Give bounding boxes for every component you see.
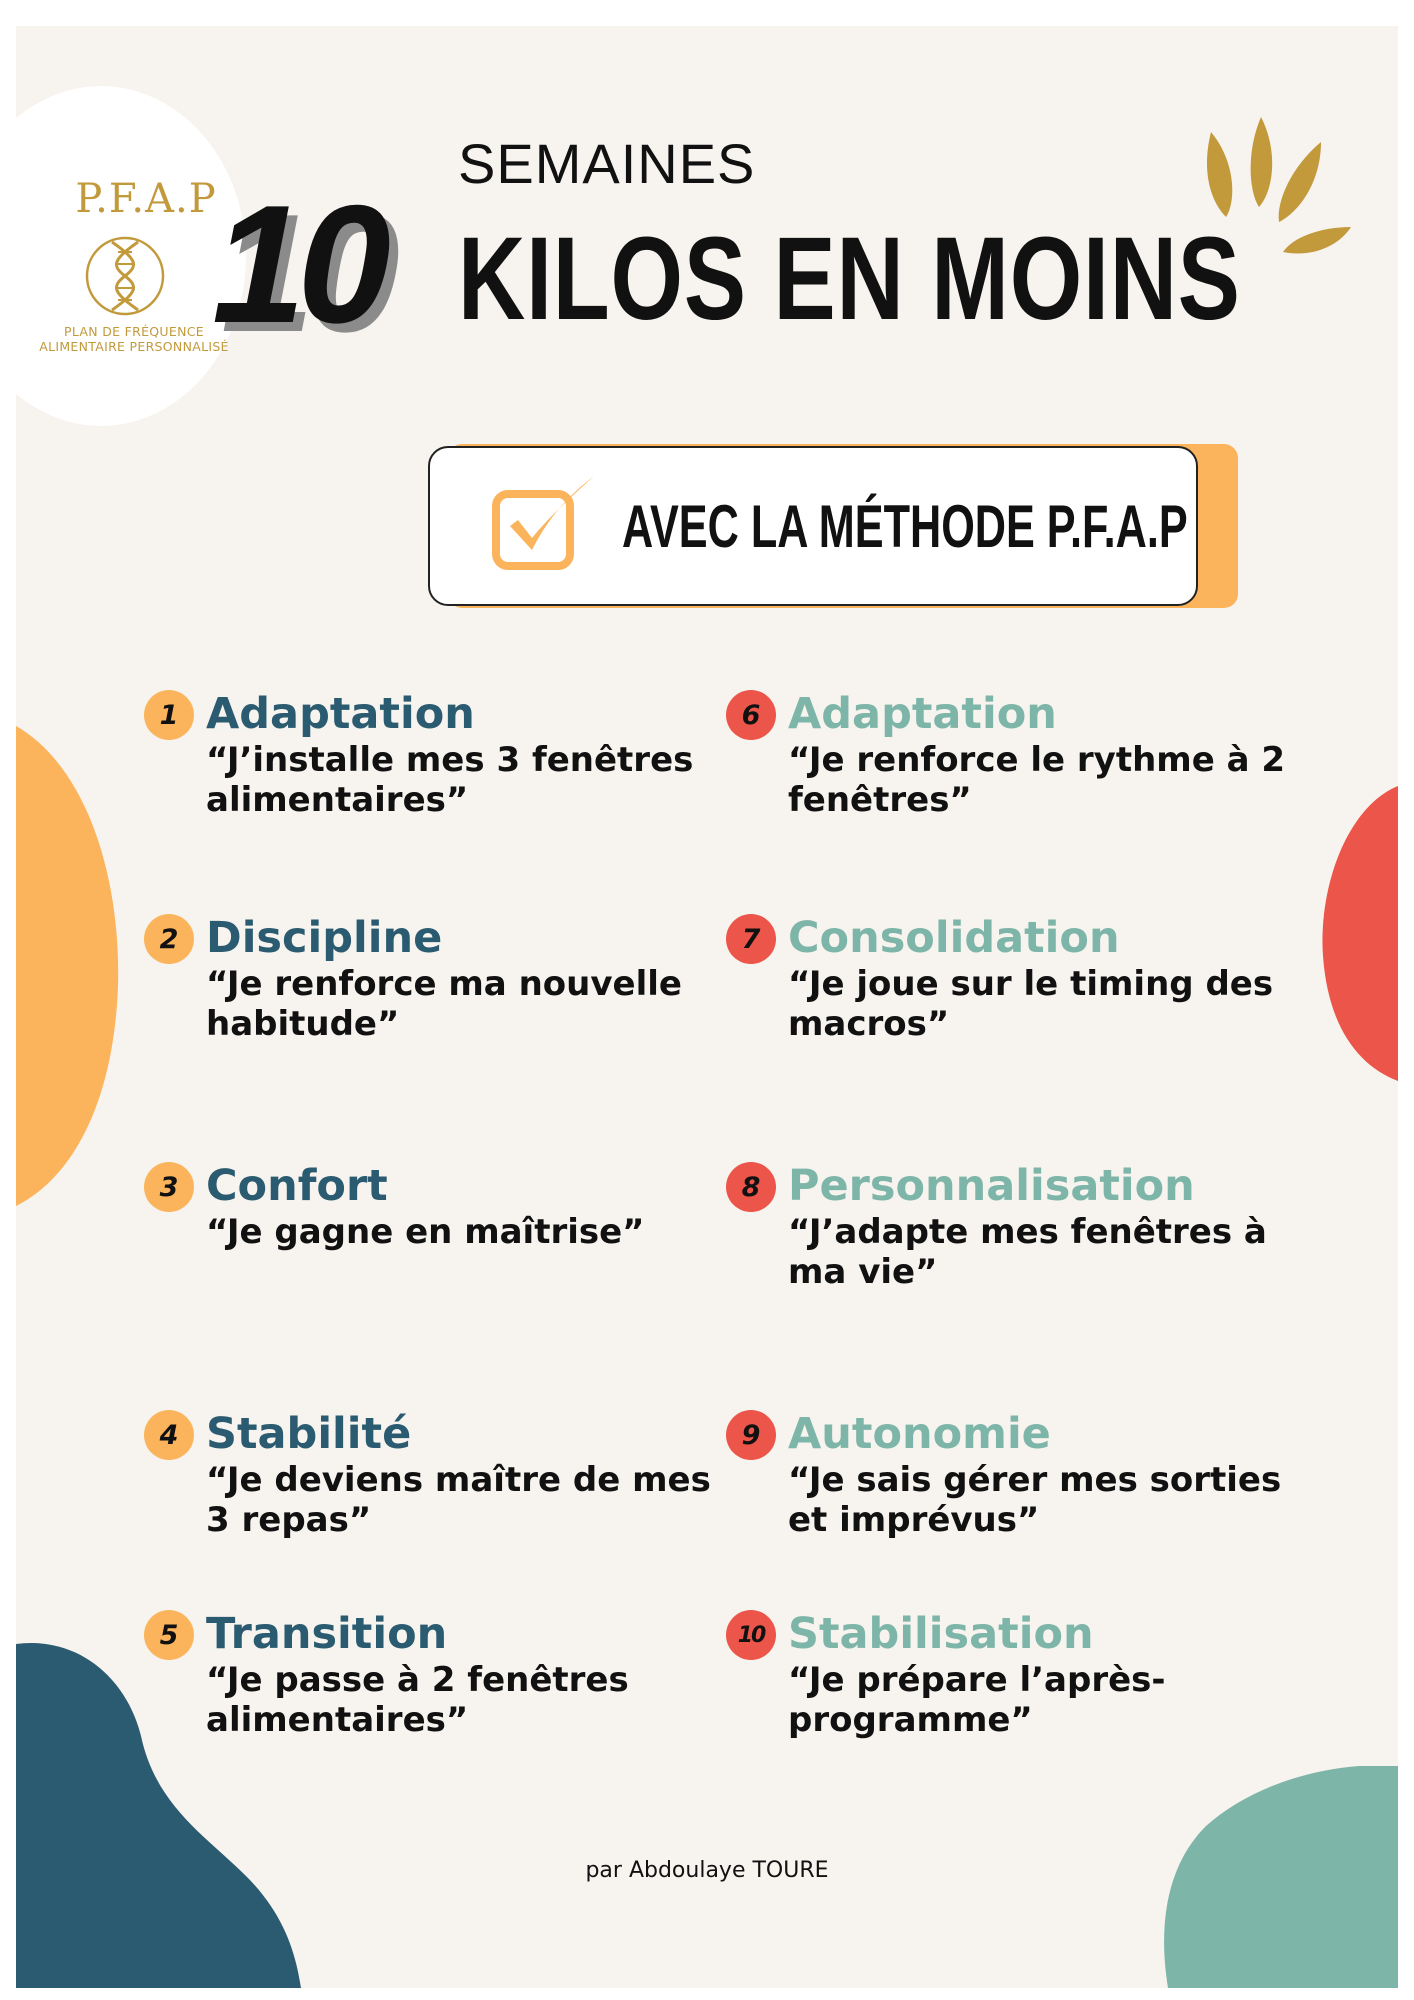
step-title: Personnalisation	[788, 1161, 1195, 1211]
step-quote: “J’adapte mes fenêtres à ma vie”	[788, 1212, 1267, 1292]
logo-tagline	[34, 324, 234, 354]
checkbox-check-icon	[490, 468, 600, 578]
step-quote: “Je passe à 2 fenêtres alimentaires”	[206, 1660, 629, 1740]
logo-brand: P.F.A.P	[75, 176, 217, 222]
poster	[16, 26, 1398, 1988]
author-credit: par Abdoulaye TOURE	[585, 1858, 829, 1883]
step-title: Autonomie	[788, 1409, 1051, 1459]
step-quote: “Je deviens maître de mes 3 repas”	[206, 1460, 711, 1540]
step-number: 9	[726, 1410, 776, 1460]
step-quote: “J’installe mes 3 fenêtres alimentaires”	[206, 740, 694, 820]
step-number: 5	[144, 1610, 194, 1660]
step-quote: “Je sais gérer mes sorties et imprévus”	[788, 1460, 1282, 1540]
method-badge	[428, 446, 1198, 606]
headline: KILOS EN MOINS	[458, 213, 1241, 345]
step-title: Transition	[206, 1609, 448, 1659]
big-number: 10	[212, 170, 383, 358]
step-number: 7	[726, 914, 776, 964]
step-number: 8	[726, 1162, 776, 1212]
step-number: 3	[144, 1162, 194, 1212]
step-number: 10	[726, 1610, 776, 1660]
step-quote: “Je renforce le rythme à 2 fenêtres”	[788, 740, 1286, 820]
step-number: 2	[144, 914, 194, 964]
red-blob-right	[1318, 786, 1398, 1086]
step-title: Adaptation	[788, 689, 1057, 739]
logo-tagline-line2: ALIMENTAIRE PERSONNALISÉ	[39, 339, 229, 354]
sun-rays-icon	[1191, 92, 1361, 262]
step-number: 4	[144, 1410, 194, 1460]
step-quote: “Je prépare l’après-programme”	[788, 1660, 1166, 1740]
step-quote: “Je renforce ma nouvelle habitude”	[206, 964, 682, 1044]
step-title: Adaptation	[206, 689, 475, 739]
method-label: AVEC LA MÉTHODE P.F.A.P	[622, 493, 1188, 560]
step-title: Consolidation	[788, 913, 1120, 963]
orange-blob-left	[16, 726, 126, 1226]
dna-helix-icon	[80, 226, 170, 326]
logo-tagline-line1: PLAN DE FRÉQUENCE	[64, 324, 204, 339]
step-number: 6	[726, 690, 776, 740]
step-quote: “Je gagne en maîtrise”	[206, 1212, 645, 1252]
step-number: 1	[144, 690, 194, 740]
step-title: Stabilisation	[788, 1609, 1094, 1659]
step-title: Confort	[206, 1161, 388, 1211]
step-title: Discipline	[206, 913, 443, 963]
step-quote: “Je joue sur le timing des macros”	[788, 964, 1274, 1044]
weeks-label: SEMAINES	[458, 132, 756, 195]
step-title: Stabilité	[206, 1409, 412, 1459]
